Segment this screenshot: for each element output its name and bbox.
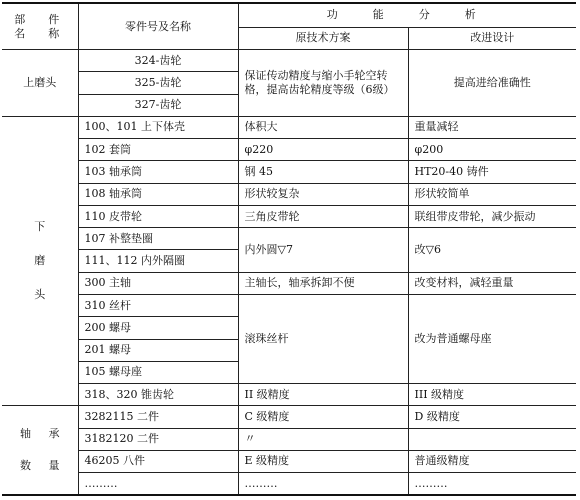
group-bearing-line1	[8, 425, 72, 443]
header-function-analysis: 功 能 分 析	[238, 3, 576, 27]
part-cell: 300 主轴	[78, 272, 238, 294]
part-cell: 103 轴承筒	[78, 161, 238, 183]
part-cell: ………	[78, 473, 238, 495]
part-cell: 102 套筒	[78, 139, 238, 161]
improved-cell: D 级精度	[408, 406, 576, 428]
orig-cell: 主轴长，轴承拆卸不便	[238, 272, 408, 294]
orig-cell: 钢 45	[238, 161, 408, 183]
group-lower-char: 下	[34, 220, 46, 234]
table-row	[2, 228, 576, 250]
group-lower-head	[2, 116, 78, 405]
orig-cell: φ220	[238, 139, 408, 161]
improved-cell: φ200	[408, 139, 576, 161]
header-part-name-line1: 部 件	[14, 12, 66, 26]
header-part-name	[2, 3, 78, 50]
part-cell: 310 丝杆	[78, 294, 238, 316]
part-cell: 107 补整垫圈	[78, 228, 238, 250]
part-cell: 108 轴承筒	[78, 183, 238, 205]
table-row	[2, 428, 576, 450]
part-cell: 325-齿轮	[78, 72, 238, 94]
orig-cell: E 级精度	[238, 450, 408, 472]
table-row	[2, 406, 576, 428]
table-row	[2, 161, 576, 183]
group-bearing-line2	[8, 457, 72, 475]
table-row	[2, 450, 576, 472]
group-bearing-char: 承	[48, 427, 60, 441]
part-cell: 324-齿轮	[78, 50, 238, 72]
improved-cell: 形状较简单	[408, 183, 576, 205]
table-row	[2, 50, 576, 72]
group-lower-char: 头	[34, 288, 46, 302]
part-cell: 3182120 二件	[78, 428, 238, 450]
improved-cell: 联组带皮带轮，减少振动	[408, 205, 576, 227]
orig-cell: 内外圆▽7	[238, 228, 408, 273]
improved-cell	[408, 428, 576, 450]
group-bearing-quantity	[2, 406, 78, 495]
improved-cell: 改▽6	[408, 228, 576, 273]
improved-cell: 提高进给准确性	[408, 50, 576, 117]
group-bearing-char: 量	[48, 459, 60, 473]
part-cell: 327-齿轮	[78, 94, 238, 116]
orig-cell: 滚珠丝杆	[238, 294, 408, 383]
orig-cell: 形状较复杂	[238, 183, 408, 205]
part-cell: 46205 八件	[78, 450, 238, 472]
group-lower-char: 磨	[34, 254, 46, 268]
group-bearing-char: 数	[20, 459, 31, 473]
header-part-name-line2: 名 称	[14, 26, 66, 40]
table-row	[2, 139, 576, 161]
group-upper-head: 上磨头	[2, 50, 78, 117]
table-row	[2, 183, 576, 205]
table-row	[2, 205, 576, 227]
header-part-no-name: 零件号及名称	[78, 3, 238, 50]
improved-cell: HT20-40 铸件	[408, 161, 576, 183]
table-row	[2, 294, 576, 316]
orig-cell: 体积大	[238, 116, 408, 138]
part-cell: 200 螺母	[78, 317, 238, 339]
improved-cell: 改为普通螺母座	[408, 294, 576, 383]
improved-cell: 普通级精度	[408, 450, 576, 472]
orig-cell: II 级精度	[238, 384, 408, 406]
part-cell: 111、112 内外隔圈	[78, 250, 238, 272]
orig-cell: ………	[238, 473, 408, 495]
part-cell: 110 皮带轮	[78, 205, 238, 227]
improved-cell: 改变材料，减轻重量	[408, 272, 576, 294]
orig-cell: 保证传动精度与缩小手轮空转格，提高齿轮精度等级（6级）	[238, 50, 408, 117]
improvement-table	[2, 2, 576, 496]
improved-cell: 重量减轻	[408, 116, 576, 138]
table-row	[2, 272, 576, 294]
header-improved-design: 改进设计	[408, 27, 576, 49]
part-cell: 100、101 上下体壳	[78, 116, 238, 138]
header-original-scheme: 原技术方案	[238, 27, 408, 49]
improved-cell: ………	[408, 473, 576, 495]
group-bearing-char: 轴	[20, 427, 31, 441]
orig-cell: 〃	[238, 428, 408, 450]
part-cell: 201 螺母	[78, 339, 238, 361]
part-cell: 318、320 锥齿轮	[78, 384, 238, 406]
improved-cell: III 级精度	[408, 384, 576, 406]
part-cell: 3282115 二件	[78, 406, 238, 428]
orig-cell: 三角皮带轮	[238, 205, 408, 227]
table-row	[2, 384, 576, 406]
orig-cell: C 级精度	[238, 406, 408, 428]
table-row	[2, 473, 576, 495]
part-cell: 105 螺母座	[78, 361, 238, 383]
table-row	[2, 116, 576, 138]
